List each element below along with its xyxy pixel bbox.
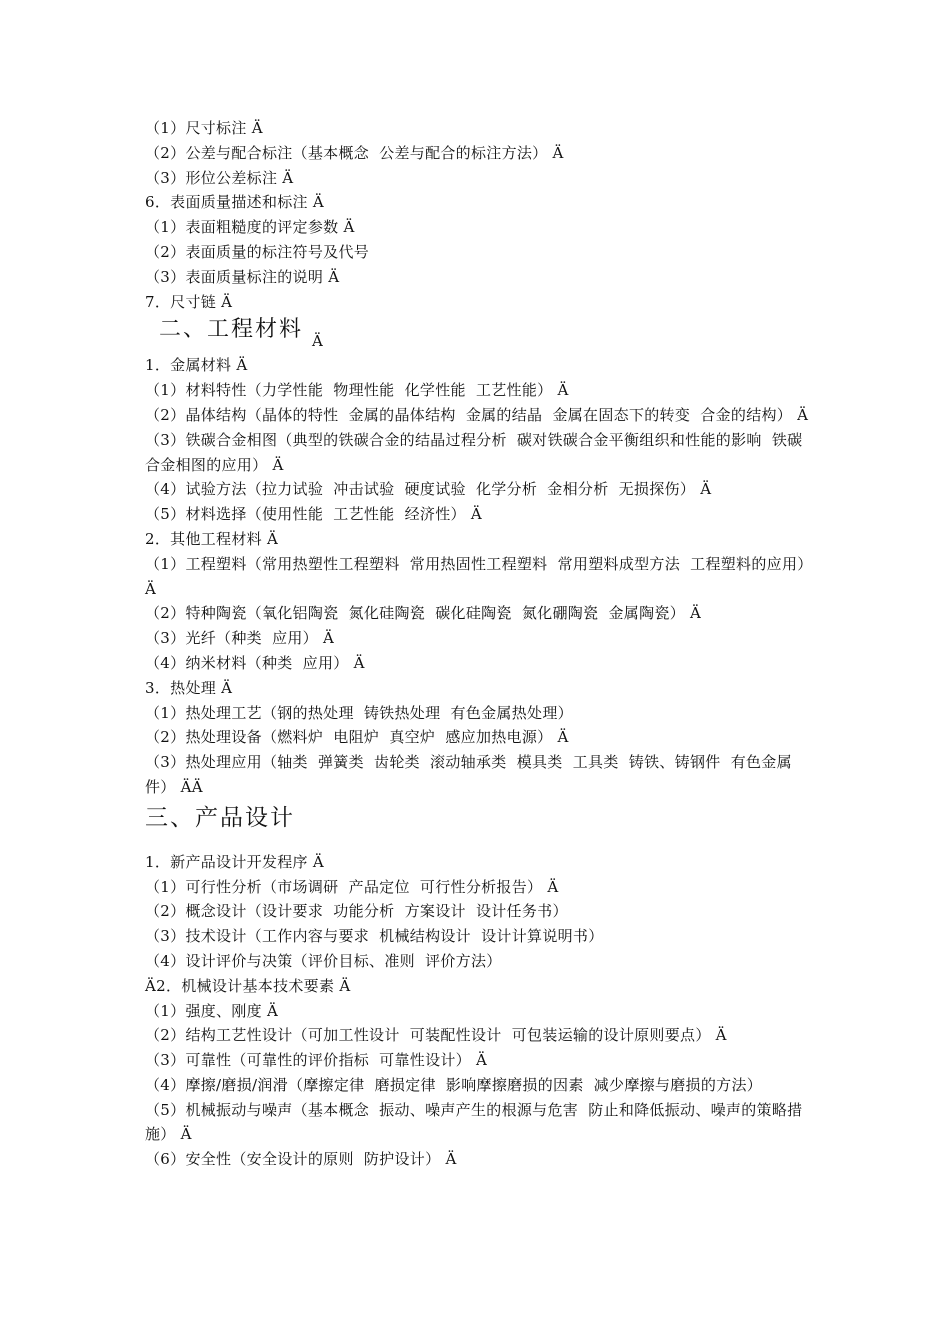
text-line: 3．热处理 Ä — [145, 678, 233, 697]
text-line: 1．新产品设计开发程序 Ä — [145, 852, 325, 871]
text-line: （3）技术设计（工作内容与要求 机械结构设计 设计计算说明书） — [145, 927, 604, 946]
section-materials-body — [145, 353, 818, 799]
text-line: （3）表面质量标注的说明 Ä — [145, 267, 340, 286]
heading-text: 二、工程材料 — [159, 317, 312, 343]
text-line: （3）铁碳合金相图（典型的铁碳合金的结晶过程分析 碳对铁碳合金平衡组织和性能的影响 铁碳合金相图的应用） Ä — [145, 430, 803, 474]
text-line: 1．金属材料 Ä — [145, 356, 248, 375]
text-line: Ä2．机械设计基本技术要素 Ä — [145, 976, 351, 995]
text-line: （4）设计评价与决策（评价目标、准则 评价方法） — [145, 951, 502, 970]
text-line: （3）光纤（种类 应用） Ä — [145, 629, 335, 648]
text-line: 6．表面质量描述和标注 Ä — [145, 193, 325, 212]
text-line: （3）热处理应用（轴类 弹簧类 齿轮类 滚动轴承类 模具类 工具类 铸铁、铸钢件 有色金属件） ÄÄ — [145, 753, 792, 796]
text-line: （3）可靠性（可靠性的评价指标 可靠性设计） Ä — [145, 1051, 488, 1070]
text-line: （1）工程塑料（常用热塑性工程塑料 常用热固性工程塑料 常用塑料成型方法 工程塑料的应用） Ä — [145, 554, 818, 598]
text-line: （1）可行性分析（市场调研 产品定位 可行性分析报告） Ä — [145, 877, 559, 896]
text-line: （5）机械振动与噪声（基本概念 振动、噪声产生的根源与危害 防止和降低振动、噪声的策略措施） Ä — [145, 1100, 803, 1144]
text-line: （1）表面粗糙度的评定参数 Ä — [145, 218, 355, 237]
section-heading-materials — [159, 316, 815, 351]
document-page — [145, 116, 818, 1172]
text-line: （5）材料选择（使用性能 工艺性能 经济性） Ä — [145, 505, 483, 524]
text-line: 2．其他工程材料 Ä — [145, 529, 279, 548]
text-line: （2）公差与配合标注（基本概念 公差与配合的标注方法） Ä — [145, 143, 564, 162]
text-line: （4）试验方法（拉力试验 冲击试验 硬度试验 化学分析 金相分析 无损探伤） Ä — [145, 480, 712, 499]
text-line: （2）表面质量的标注符号及代号 — [145, 242, 370, 261]
section1-tail — [145, 116, 815, 314]
section-heading-product-design: 三、产品设计 — [145, 804, 295, 831]
heading-mark: Ä — [312, 332, 323, 351]
text-line: （6）安全性（安全设计的原则 防护设计） Ä — [145, 1150, 457, 1169]
text-line: （2）概念设计（设计要求 功能分析 方案设计 设计任务书） — [145, 902, 568, 921]
text-line: （2）热处理设备（燃料炉 电阻炉 真空炉 感应加热电源） Ä — [145, 728, 569, 747]
text-line: （4）摩擦/磨损/润滑（摩擦定律 磨损定律 影响摩擦磨损的因素 减少摩擦与磨损的方法） — [145, 1075, 763, 1094]
text-line: （2）结构工艺性设计（可加工性设计 可装配性设计 可包装运输的设计原则要点） Ä — [145, 1026, 727, 1045]
text-line: （1）尺寸标注 Ä — [145, 119, 263, 137]
text-line: （2）晶体结构（晶体的特性 金属的晶体结构 金属的结晶 金属在固态下的转变 合金的结构） Ä — [145, 405, 809, 424]
text-line: （3）形位公差标注 Ä — [145, 168, 294, 187]
text-line: （1）强度、刚度 Ä — [145, 1001, 279, 1020]
text-line: 7．尺寸链 Ä — [145, 292, 233, 311]
text-line: （1）热处理工艺（钢的热处理 铸铁热处理 有色金属热处理） — [145, 703, 573, 722]
text-line: （2）特种陶瓷（氧化铝陶瓷 氮化硅陶瓷 碳化硅陶瓷 氮化硼陶瓷 金属陶瓷） Ä — [145, 604, 702, 623]
text-line: （1）材料特性（力学性能 物理性能 化学性能 工艺性能） Ä — [145, 381, 569, 400]
text-line: （4）纳米材料（种类 应用） Ä — [145, 653, 365, 672]
section-product-design-body — [145, 850, 815, 1172]
